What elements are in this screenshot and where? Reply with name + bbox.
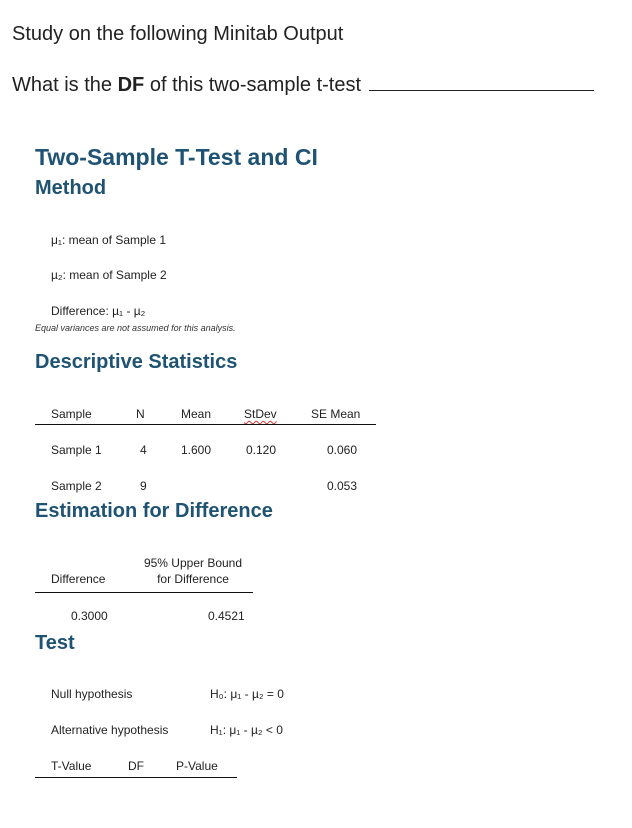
descriptive-heading: Descriptive Statistics [35, 351, 238, 373]
method-note: Equal variances are not assumed for this analysis. [35, 323, 236, 333]
col-difference: Difference [51, 572, 106, 586]
descriptive-header-rule [35, 424, 376, 425]
col-mean: Mean [181, 407, 212, 421]
cell-stdev: 0.120 [246, 443, 277, 457]
null-hypothesis-value: H₀: μ₁ - µ₂ = 0 [210, 687, 284, 701]
col-upper-bound-line1: 95% Upper Bound [143, 556, 243, 570]
cell-se-mean: 0.053 [327, 479, 358, 493]
question-suffix: of this two-sample t-test [144, 74, 367, 96]
alt-hypothesis-label: Alternative hypothesis [51, 723, 169, 737]
method-heading: Method [35, 177, 107, 199]
test-header-rule [35, 777, 237, 778]
cell-sample: Sample 2 [51, 479, 102, 493]
estimation-heading: Estimation for Difference [35, 500, 273, 522]
col-se-mean: SE Mean [311, 407, 361, 421]
page-title: Two-Sample T-Test and CI [35, 144, 318, 170]
col-df: DF [128, 759, 144, 773]
method-difference: Difference: µ₁ - µ₂ [51, 304, 146, 318]
question-prefix: What is the [12, 74, 118, 96]
cell-sample: Sample 1 [51, 443, 102, 457]
question-text [12, 72, 594, 97]
col-n: N [136, 407, 145, 421]
method-mu1: μ₁: mean of Sample 1 [51, 233, 167, 247]
answer-blank[interactable] [369, 72, 594, 91]
method-mu2: µ₂: mean of Sample 2 [51, 268, 167, 282]
intro-text: Study on the following Minitab Output [12, 23, 344, 45]
question-bold: DF [117, 74, 145, 96]
cell-upper-bound: 0.4521 [208, 609, 245, 623]
test-heading: Test [35, 632, 75, 654]
cell-n: 9 [140, 479, 147, 493]
col-t-value: T-Value [51, 759, 92, 773]
col-p-value: P-Value [176, 759, 218, 773]
estimation-header-rule [35, 592, 253, 593]
cell-n: 4 [140, 443, 147, 457]
cell-mean: 1.600 [181, 443, 212, 457]
col-sample: Sample [51, 407, 92, 421]
col-stdev: StDev [244, 407, 277, 421]
col-upper-bound-line2: for Difference [157, 572, 229, 586]
cell-difference: 0.3000 [71, 609, 108, 623]
null-hypothesis-label: Null hypothesis [51, 687, 133, 701]
cell-se-mean: 0.060 [327, 443, 358, 457]
alt-hypothesis-value: H₁: μ₁ - µ₂ < 0 [210, 723, 283, 737]
